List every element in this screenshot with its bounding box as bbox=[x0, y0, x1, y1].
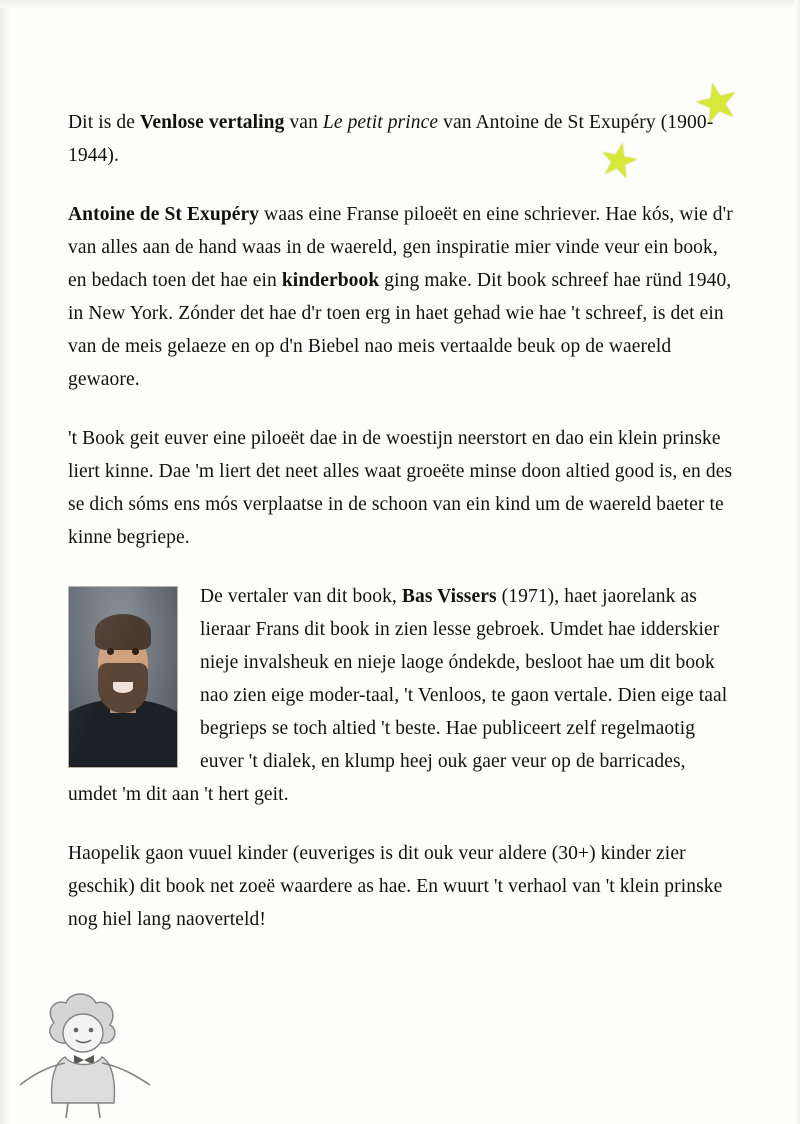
translator-text-2: (1971), haet jaorelank as lieraar Frans dit book in zien lesse gebroek. Umdet hae idderskier nieje invalsheuk en nieje laoge óndekde, besloot hae um dit book nao zien eige moder-taal, 't Venloos, te gaon vertale. Dien eige taal begrieps se toch altied 't beste. Hae publiceert zelf regelmaotig bbox=[200, 586, 728, 739]
author-bold-name: Antoine de St Exupéry bbox=[68, 204, 260, 225]
paragraph-closing: Haopelik gaon vuuel kinder (euveriges is dit ouk veur aldere (30+) kinder zier geschik) dit book net zoeë waardere as hae. En wuurt 't verhaol van 't klein prinske nog hiel lang naoverteld! bbox=[68, 843, 723, 930]
author-bold-kinderbook: kinderbook bbox=[281, 270, 380, 291]
paragraph-synopsis: 't Book geit euver eine piloeët dae in de woestijn neerstort en dao ein klein prinske liert kinne. Dae 'm liert det neet alles waat groeëte minse doon altied good is, en des se dich sóms ens mós verplaatse in de schoon van ein kind um de waereld baeter te kinne begriepe. bbox=[68, 428, 733, 548]
author-text-1: waas eine Franse piloeët en eine schriever. Hae kós, wie d'r van alles aan de hand waas in de waereld, gen inspiratie mier vinde veur ein book, en bedach toen det hae ein bbox=[68, 204, 733, 291]
intro-text-2: van bbox=[284, 112, 323, 133]
portrait-highlight bbox=[69, 587, 177, 767]
page-content bbox=[68, 106, 736, 962]
author-text-2: ging make. Dit book schreef hae ründ 1940, in New York. Zónder det hae d'r toen erg in haet gehad wie hae 't schreef, is det ein van de meis gelaeze en op d'n Biebel nao meis vertaalde beuk op de waereld gewaore. bbox=[68, 270, 732, 390]
translator-portrait-photo bbox=[68, 586, 178, 768]
star-icon: ★ bbox=[687, 70, 747, 137]
paragraph-author bbox=[68, 198, 736, 396]
translator-bold-name: Bas Vissers bbox=[401, 586, 497, 607]
page-edge-right bbox=[794, 0, 800, 1124]
translator-section bbox=[68, 580, 736, 811]
intro-text-3: van Antoine de St Exupéry (1900- 1944). bbox=[68, 112, 714, 166]
intro-text-1: Dit is de bbox=[68, 112, 140, 133]
intro-italic-title: Le petit prince bbox=[322, 112, 439, 133]
intro-bold-venlose-vertaling: Venlose vertaling bbox=[139, 112, 285, 133]
page-edge-left bbox=[0, 0, 10, 1124]
translator-text-1: De vertaler van dit book, bbox=[200, 586, 402, 607]
page-edge-top bbox=[0, 0, 800, 8]
paragraph-intro bbox=[68, 106, 736, 172]
star-icon: ★ bbox=[593, 131, 645, 190]
little-prince-drawing bbox=[10, 985, 160, 1120]
paragraph-translator-continued: euver 't dialek, en klump heej ouk gaer veur op de barricades, umdet 'm dit aan 't hert geit. bbox=[68, 751, 686, 805]
